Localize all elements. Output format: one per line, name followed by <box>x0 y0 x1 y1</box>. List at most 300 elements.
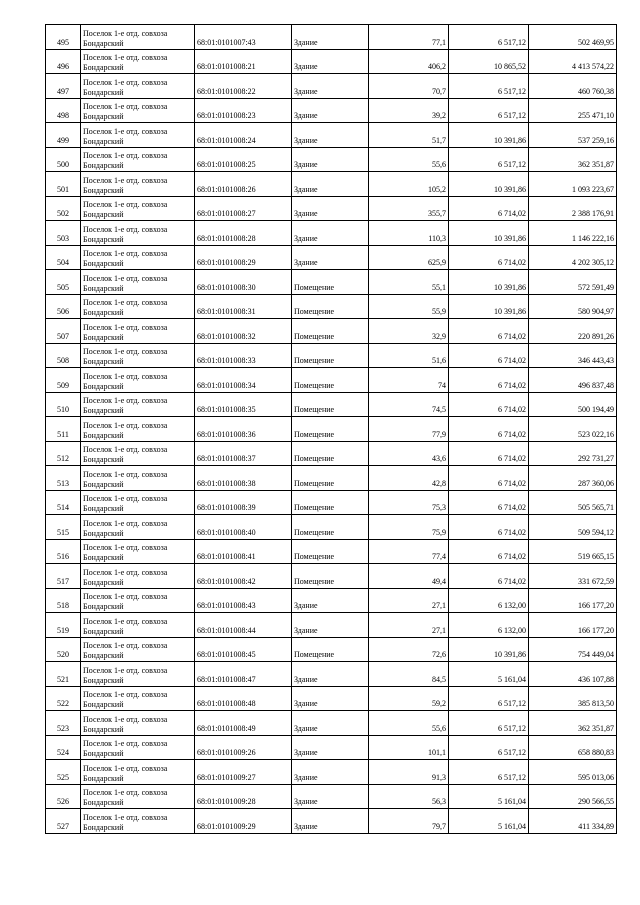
cadastral-value: 331 672,59 <box>529 564 617 589</box>
table-row <box>46 270 617 295</box>
address-line-1: Поселок 1-е отд. совхоза <box>83 445 168 454</box>
area-value: 51,7 <box>369 123 449 148</box>
cadastral-value: 220 891,26 <box>529 319 617 344</box>
table-row <box>46 392 617 417</box>
address-line-1: Поселок 1-е отд. совхоза <box>83 788 168 797</box>
address-cell <box>81 711 195 736</box>
object-type: Помещение <box>292 392 369 417</box>
area-value: 110,3 <box>369 221 449 246</box>
row-number: 525 <box>46 760 81 785</box>
row-number: 496 <box>46 49 81 74</box>
cadastral-value: 505 565,71 <box>529 490 617 515</box>
table-row <box>46 343 617 368</box>
table-body <box>46 25 617 834</box>
address-cell <box>81 466 195 491</box>
row-number: 509 <box>46 368 81 393</box>
table-row <box>46 637 617 662</box>
row-number: 508 <box>46 343 81 368</box>
rate-value: 10 391,86 <box>449 637 529 662</box>
address-line-2: Бондарский <box>83 504 124 513</box>
row-number: 503 <box>46 221 81 246</box>
table-row <box>46 760 617 785</box>
cadastral-value: 523 022,16 <box>529 417 617 442</box>
area-value: 74 <box>369 368 449 393</box>
cadastral-value: 346 443,43 <box>529 343 617 368</box>
rate-value: 6 714,02 <box>449 392 529 417</box>
area-value: 74,5 <box>369 392 449 417</box>
cadastral-number: 68:01:0101008:39 <box>195 490 292 515</box>
address-cell <box>81 172 195 197</box>
address-line-1: Поселок 1-е отд. совхоза <box>83 396 168 405</box>
cadastral-value: 2 388 176,91 <box>529 196 617 221</box>
object-type: Здание <box>292 196 369 221</box>
object-type: Помещение <box>292 417 369 442</box>
address-cell <box>81 539 195 564</box>
rate-value: 5 161,04 <box>449 784 529 809</box>
rate-value: 6 714,02 <box>449 245 529 270</box>
row-number: 522 <box>46 686 81 711</box>
row-number: 527 <box>46 809 81 834</box>
table-row <box>46 245 617 270</box>
table-row <box>46 809 617 834</box>
address-line-2: Бондарский <box>83 112 124 121</box>
row-number: 521 <box>46 662 81 687</box>
address-line-1: Поселок 1-е отд. совхоза <box>83 273 168 283</box>
object-type: Помещение <box>292 368 369 393</box>
address-line-1: Поселок 1-е отд. совхоза <box>83 224 168 234</box>
cadastral-value: 362 351,87 <box>529 711 617 736</box>
object-type: Помещение <box>292 270 369 295</box>
cadastral-value: 166 177,20 <box>529 613 617 638</box>
table-row <box>46 784 617 809</box>
cadastral-value: 754 449,04 <box>529 637 617 662</box>
cadastral-number: 68:01:0101009:26 <box>195 735 292 760</box>
address-line-2: Бондарский <box>83 332 124 342</box>
cadastral-number: 68:01:0101008:22 <box>195 74 292 99</box>
area-value: 55,6 <box>369 147 449 172</box>
address-cell <box>81 196 195 221</box>
address-line-2: Бондарский <box>83 479 124 489</box>
area-value: 56,3 <box>369 784 449 809</box>
area-value: 91,3 <box>369 760 449 785</box>
row-number: 501 <box>46 172 81 197</box>
area-value: 32,9 <box>369 319 449 344</box>
cadastral-value: 580 904,97 <box>529 294 617 319</box>
row-number: 514 <box>46 490 81 515</box>
row-number: 520 <box>46 637 81 662</box>
row-number: 517 <box>46 564 81 589</box>
object-type: Здание <box>292 809 369 834</box>
row-number: 499 <box>46 123 81 148</box>
rate-value: 6 714,02 <box>449 466 529 491</box>
area-value: 84,5 <box>369 662 449 687</box>
address-line-2: Бондарский <box>83 700 124 709</box>
address-line-1: Поселок 1-е отд. совхоза <box>83 322 168 332</box>
address-cell <box>81 368 195 393</box>
address-line-2: Бондарский <box>83 724 124 734</box>
cadastral-number: 68:01:0101008:21 <box>195 49 292 74</box>
rate-value: 6 517,12 <box>449 74 529 99</box>
address-line-1: Поселок 1-е отд. совхоза <box>83 739 168 748</box>
rate-value: 6 517,12 <box>449 711 529 736</box>
area-value: 77,4 <box>369 539 449 564</box>
address-cell <box>81 392 195 417</box>
address-line-1: Поселок 1-е отд. совхоза <box>83 126 168 136</box>
address-line-2: Бондарский <box>83 528 124 538</box>
address-line-1: Поселок 1-е отд. совхоза <box>83 102 168 111</box>
object-type: Здание <box>292 784 369 809</box>
rate-value: 6 714,02 <box>449 319 529 344</box>
address-line-1: Поселок 1-е отд. совхоза <box>83 690 168 699</box>
cadastral-value: 292 731,27 <box>529 441 617 466</box>
rate-value: 6 517,12 <box>449 735 529 760</box>
cadastral-value: 658 880,83 <box>529 735 617 760</box>
table-row <box>46 172 617 197</box>
cadastral-number: 68:01:0101008:43 <box>195 588 292 613</box>
address-line-2: Бондарский <box>83 651 124 660</box>
table-row <box>46 417 617 442</box>
address-line-1: Поселок 1-е отд. совхоза <box>83 641 168 650</box>
address-cell <box>81 515 195 540</box>
object-type: Здание <box>292 172 369 197</box>
cadastral-value: 411 334,89 <box>529 809 617 834</box>
area-value: 79,7 <box>369 809 449 834</box>
address-line-2: Бондарский <box>83 283 124 293</box>
address-line-2: Бондарский <box>83 430 124 440</box>
object-type: Помещение <box>292 466 369 491</box>
object-type: Помещение <box>292 441 369 466</box>
table-row <box>46 221 617 246</box>
rate-value: 6 714,02 <box>449 417 529 442</box>
address-cell <box>81 417 195 442</box>
rate-value: 6 517,12 <box>449 760 529 785</box>
area-value: 49,4 <box>369 564 449 589</box>
cadastral-number: 68:01:0101008:31 <box>195 294 292 319</box>
object-type: Помещение <box>292 539 369 564</box>
table-row <box>46 662 617 687</box>
area-value: 39,2 <box>369 98 449 123</box>
address-line-1: Поселок 1-е отд. совхоза <box>83 28 168 38</box>
cadastral-value: 436 107,88 <box>529 662 617 687</box>
cadastral-number: 68:01:0101008:33 <box>195 343 292 368</box>
rate-value: 10 391,86 <box>449 221 529 246</box>
table-row <box>46 49 617 74</box>
table-row <box>46 466 617 491</box>
cadastral-number: 68:01:0101009:29 <box>195 809 292 834</box>
cadastral-value: 460 760,38 <box>529 74 617 99</box>
table-row <box>46 196 617 221</box>
cadastral-value: 572 591,49 <box>529 270 617 295</box>
address-cell <box>81 98 195 123</box>
address-cell <box>81 294 195 319</box>
address-line-2: Бондарский <box>83 749 124 758</box>
cadastral-number: 68:01:0101008:40 <box>195 515 292 540</box>
row-number: 497 <box>46 74 81 99</box>
address-line-2: Бондарский <box>83 357 124 366</box>
address-line-1: Поселок 1-е отд. совхоза <box>83 53 168 62</box>
row-number: 512 <box>46 441 81 466</box>
object-type: Здание <box>292 98 369 123</box>
rate-value: 6 517,12 <box>449 25 529 50</box>
cadastral-number: 68:01:0101008:27 <box>195 196 292 221</box>
cadastral-number: 68:01:0101008:28 <box>195 221 292 246</box>
address-line-1: Поселок 1-е отд. совхоза <box>83 77 168 87</box>
area-value: 355,7 <box>369 196 449 221</box>
cadastral-number: 68:01:0101008:47 <box>195 662 292 687</box>
address-cell <box>81 49 195 74</box>
row-number: 524 <box>46 735 81 760</box>
table-row <box>46 539 617 564</box>
table-row <box>46 735 617 760</box>
cadastral-number: 68:01:0101008:35 <box>195 392 292 417</box>
address-line-2: Бондарский <box>83 602 124 611</box>
table-row <box>46 74 617 99</box>
cadastral-value: 509 594,12 <box>529 515 617 540</box>
row-number: 516 <box>46 539 81 564</box>
cadastral-number: 68:01:0101008:44 <box>195 613 292 638</box>
cadastral-value: 362 351,87 <box>529 147 617 172</box>
cadastral-value: 502 469,95 <box>529 25 617 50</box>
rate-value: 10 391,86 <box>449 294 529 319</box>
cadastral-value: 290 566,55 <box>529 784 617 809</box>
cadastral-number: 68:01:0101008:26 <box>195 172 292 197</box>
cadastral-number: 68:01:0101008:42 <box>195 564 292 589</box>
address-line-1: Поселок 1-е отд. совхоза <box>83 494 168 503</box>
address-line-1: Поселок 1-е отд. совхоза <box>83 616 168 626</box>
cadastral-value: 496 837,48 <box>529 368 617 393</box>
object-type: Здание <box>292 711 369 736</box>
cadastral-number: 68:01:0101008:24 <box>195 123 292 148</box>
row-number: 519 <box>46 613 81 638</box>
area-value: 72,6 <box>369 637 449 662</box>
address-line-2: Бондарский <box>83 577 124 587</box>
address-line-2: Бондарский <box>83 38 124 48</box>
area-value: 59,2 <box>369 686 449 711</box>
row-number: 498 <box>46 98 81 123</box>
address-cell <box>81 613 195 638</box>
address-line-2: Бондарский <box>83 406 124 415</box>
table-row <box>46 319 617 344</box>
table-row <box>46 686 617 711</box>
table-row <box>46 441 617 466</box>
object-type: Здание <box>292 25 369 50</box>
object-type: Помещение <box>292 490 369 515</box>
address-line-1: Поселок 1-е отд. совхоза <box>83 812 168 822</box>
table-row <box>46 25 617 50</box>
table-row <box>46 98 617 123</box>
object-type: Помещение <box>292 515 369 540</box>
area-value: 27,1 <box>369 613 449 638</box>
address-cell <box>81 588 195 613</box>
property-table <box>45 24 617 834</box>
address-line-2: Бондарский <box>83 822 124 832</box>
rate-value: 10 391,86 <box>449 270 529 295</box>
address-line-1: Поселок 1-е отд. совхоза <box>83 665 168 675</box>
object-type: Здание <box>292 735 369 760</box>
address-cell <box>81 490 195 515</box>
address-cell <box>81 270 195 295</box>
table-row <box>46 490 617 515</box>
table-row <box>46 711 617 736</box>
object-type: Здание <box>292 123 369 148</box>
rate-value: 6 517,12 <box>449 98 529 123</box>
address-line-1: Поселок 1-е отд. совхоза <box>83 469 168 479</box>
row-number: 507 <box>46 319 81 344</box>
rate-value: 6 714,02 <box>449 515 529 540</box>
rate-value: 6 132,00 <box>449 588 529 613</box>
cadastral-number: 68:01:0101008:49 <box>195 711 292 736</box>
address-cell <box>81 319 195 344</box>
cadastral-number: 68:01:0101008:37 <box>195 441 292 466</box>
row-number: 504 <box>46 245 81 270</box>
area-value: 105,2 <box>369 172 449 197</box>
rate-value: 10 391,86 <box>449 172 529 197</box>
address-line-2: Бондарский <box>83 455 124 464</box>
cadastral-number: 68:01:0101008:48 <box>195 686 292 711</box>
area-value: 55,9 <box>369 294 449 319</box>
address-line-2: Бондарский <box>83 210 124 219</box>
rate-value: 6 714,02 <box>449 368 529 393</box>
address-line-2: Бондарский <box>83 185 124 195</box>
cadastral-number: 68:01:0101008:34 <box>195 368 292 393</box>
rate-value: 10 865,52 <box>449 49 529 74</box>
rate-value: 6 714,02 <box>449 343 529 368</box>
cadastral-number: 68:01:0101008:38 <box>195 466 292 491</box>
address-line-2: Бондарский <box>83 136 124 146</box>
cadastral-value: 255 471,10 <box>529 98 617 123</box>
address-cell <box>81 637 195 662</box>
address-cell <box>81 221 195 246</box>
table-row <box>46 147 617 172</box>
object-type: Здание <box>292 686 369 711</box>
cadastral-value: 1 093 223,67 <box>529 172 617 197</box>
rate-value: 6 517,12 <box>449 686 529 711</box>
row-number: 523 <box>46 711 81 736</box>
address-cell <box>81 25 195 50</box>
cadastral-value: 500 194,49 <box>529 392 617 417</box>
cadastral-number: 68:01:0101009:27 <box>195 760 292 785</box>
area-value: 27,1 <box>369 588 449 613</box>
object-type: Здание <box>292 245 369 270</box>
rate-value: 5 161,04 <box>449 809 529 834</box>
row-number: 515 <box>46 515 81 540</box>
rate-value: 6 132,00 <box>449 613 529 638</box>
address-cell <box>81 760 195 785</box>
area-value: 51,6 <box>369 343 449 368</box>
object-type: Помещение <box>292 294 369 319</box>
area-value: 406,2 <box>369 49 449 74</box>
address-cell <box>81 123 195 148</box>
address-line-1: Поселок 1-е отд. совхоза <box>83 518 168 528</box>
rate-value: 6 714,02 <box>449 196 529 221</box>
rate-value: 5 161,04 <box>449 662 529 687</box>
cadastral-value: 4 413 574,22 <box>529 49 617 74</box>
object-type: Здание <box>292 613 369 638</box>
cadastral-value: 287 360,06 <box>529 466 617 491</box>
area-value: 77,1 <box>369 25 449 50</box>
area-value: 625,9 <box>369 245 449 270</box>
address-line-1: Поселок 1-е отд. совхоза <box>83 347 168 356</box>
row-number: 506 <box>46 294 81 319</box>
table-row <box>46 294 617 319</box>
address-cell <box>81 74 195 99</box>
address-line-1: Поселок 1-е отд. совхоза <box>83 175 168 185</box>
cadastral-number: 68:01:0101007:43 <box>195 25 292 50</box>
address-cell <box>81 441 195 466</box>
address-line-2: Бондарский <box>83 308 124 317</box>
table-row <box>46 368 617 393</box>
address-line-1: Поселок 1-е отд. совхоза <box>83 200 168 209</box>
cadastral-value: 595 013,06 <box>529 760 617 785</box>
address-cell <box>81 686 195 711</box>
cadastral-number: 68:01:0101008:41 <box>195 539 292 564</box>
address-line-2: Бондарский <box>83 773 124 783</box>
cadastral-number: 68:01:0101008:45 <box>195 637 292 662</box>
cadastral-number: 68:01:0101008:23 <box>195 98 292 123</box>
area-value: 42,8 <box>369 466 449 491</box>
table-row <box>46 515 617 540</box>
address-line-1: Поселок 1-е отд. совхоза <box>83 714 168 724</box>
address-line-1: Поселок 1-е отд. совхоза <box>83 249 168 258</box>
cadastral-value: 537 259,16 <box>529 123 617 148</box>
address-line-2: Бондарский <box>83 87 124 97</box>
area-value: 75,3 <box>369 490 449 515</box>
rate-value: 6 714,02 <box>449 539 529 564</box>
address-cell <box>81 662 195 687</box>
address-cell <box>81 564 195 589</box>
row-number: 526 <box>46 784 81 809</box>
address-line-2: Бондарский <box>83 675 124 685</box>
area-value: 70,7 <box>369 74 449 99</box>
cadastral-value: 385 813,50 <box>529 686 617 711</box>
address-line-2: Бондарский <box>83 259 124 268</box>
object-type: Здание <box>292 662 369 687</box>
address-line-2: Бондарский <box>83 798 124 807</box>
area-value: 55,1 <box>369 270 449 295</box>
rate-value: 6 714,02 <box>449 564 529 589</box>
area-value: 101,1 <box>369 735 449 760</box>
address-line-1: Поселок 1-е отд. совхоза <box>83 298 168 307</box>
object-type: Здание <box>292 221 369 246</box>
address-line-2: Бондарский <box>83 553 124 562</box>
table-row <box>46 564 617 589</box>
object-type: Помещение <box>292 343 369 368</box>
row-number: 518 <box>46 588 81 613</box>
object-type: Здание <box>292 147 369 172</box>
cadastral-number: 68:01:0101008:29 <box>195 245 292 270</box>
cadastral-number: 68:01:0101008:36 <box>195 417 292 442</box>
address-cell <box>81 147 195 172</box>
cadastral-value: 1 146 222,16 <box>529 221 617 246</box>
address-line-1: Поселок 1-е отд. совхоза <box>83 763 168 773</box>
address-line-1: Поселок 1-е отд. совхоза <box>83 567 168 577</box>
address-cell <box>81 343 195 368</box>
table-row <box>46 588 617 613</box>
address-line-1: Поселок 1-е отд. совхоза <box>83 592 168 601</box>
cadastral-number: 68:01:0101008:25 <box>195 147 292 172</box>
row-number: 505 <box>46 270 81 295</box>
rate-value: 6 714,02 <box>449 441 529 466</box>
address-cell <box>81 784 195 809</box>
area-value: 55,6 <box>369 711 449 736</box>
cadastral-value: 4 202 305,12 <box>529 245 617 270</box>
object-type: Помещение <box>292 564 369 589</box>
cadastral-value: 166 177,20 <box>529 588 617 613</box>
object-type: Помещение <box>292 637 369 662</box>
object-type: Здание <box>292 49 369 74</box>
cadastral-number: 68:01:0101008:32 <box>195 319 292 344</box>
address-cell <box>81 245 195 270</box>
